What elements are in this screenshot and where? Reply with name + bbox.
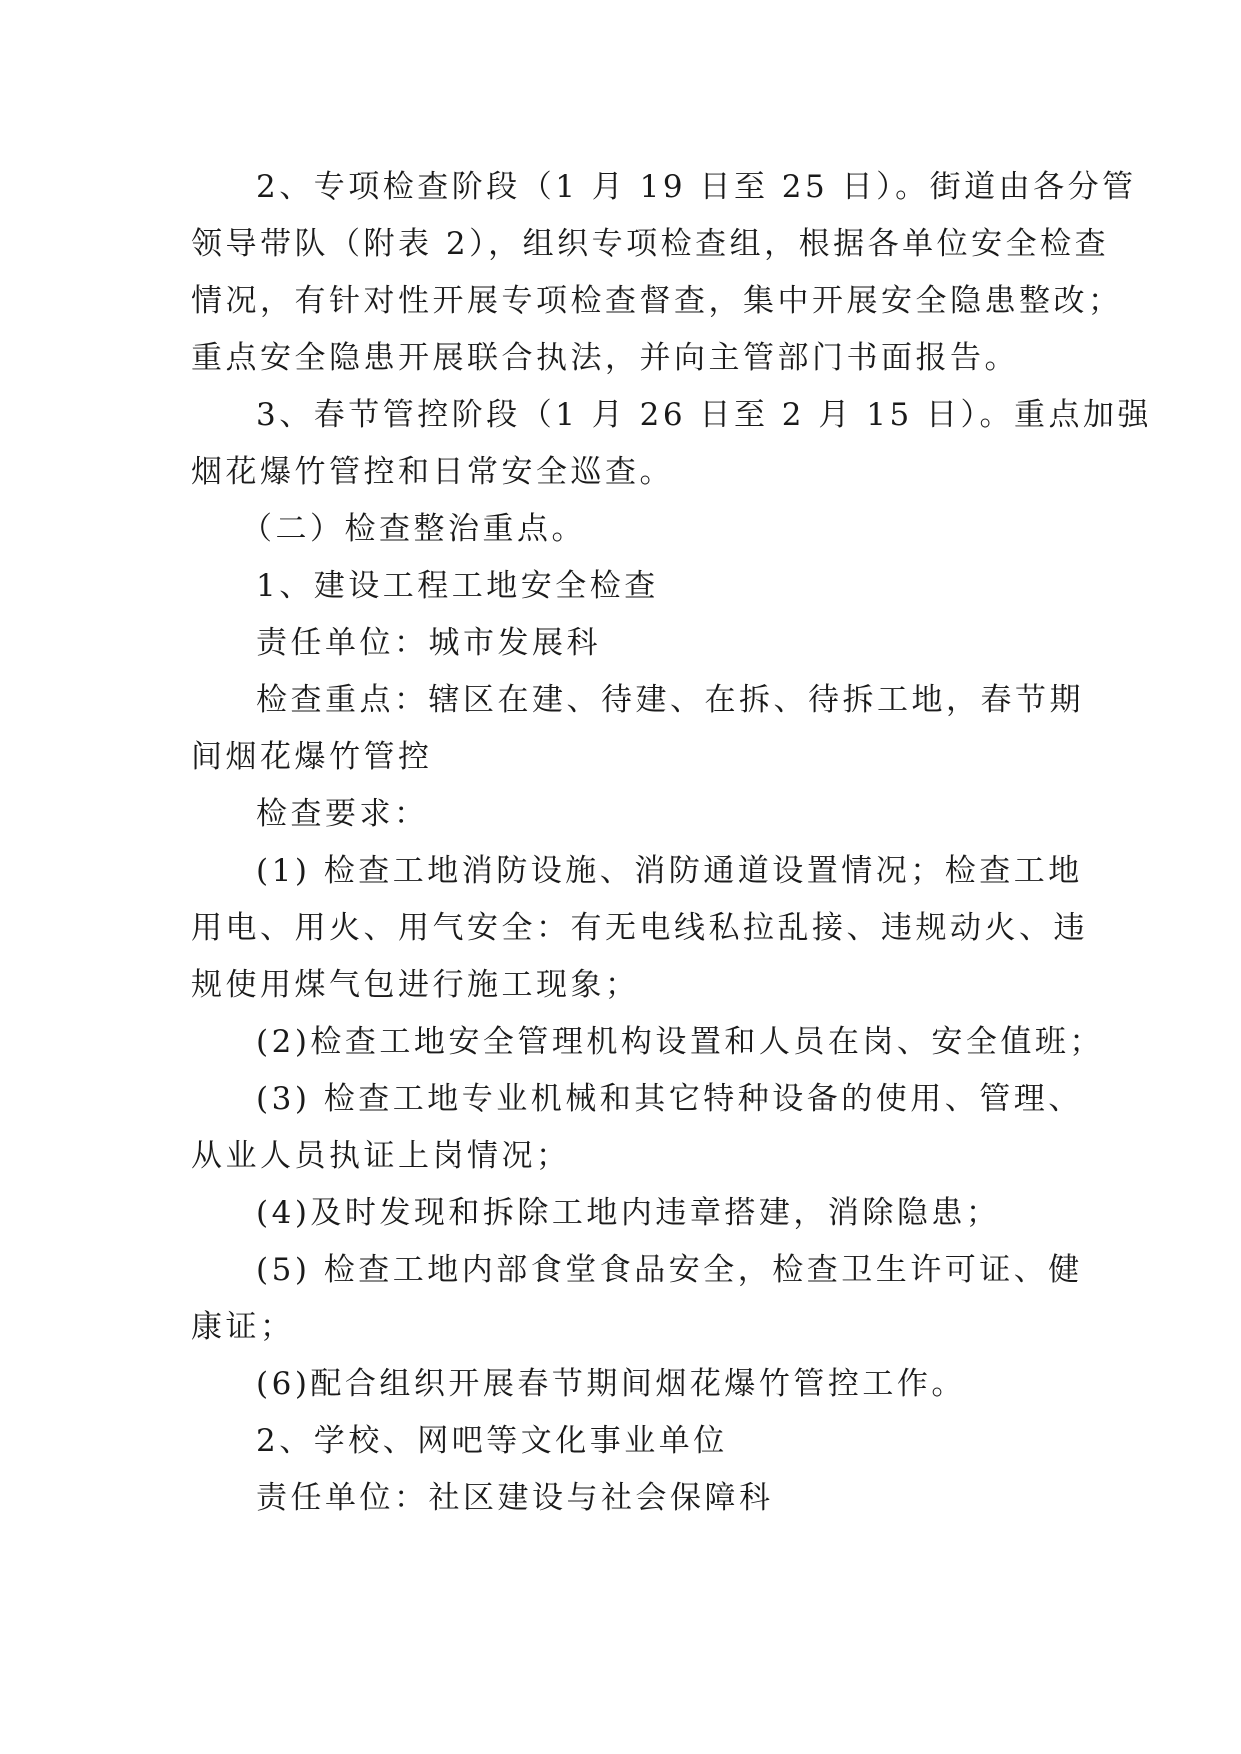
paragraph-line: 情况，有针对性开展专项检查督查，集中开展安全隐患整改； — [191, 283, 1123, 319]
paragraph-line: (3) 检查工地专业机械和其它特种设备的使用、管理、 — [256, 1081, 1083, 1117]
paragraph-line: (4)及时发现和拆除工地内违章搭建，消除隐患； — [256, 1195, 1001, 1231]
section-heading: （二）检查整治重点。 — [241, 511, 586, 547]
paragraph-line: 重点安全隐患开展联合执法，并向主管部门书面报告。 — [191, 340, 1019, 376]
paragraph-line: 3、春节管控阶段（1 月 26 日至 2 月 15 日）。重点加强 — [256, 397, 1153, 433]
paragraph-line: 领导带队（附表 2），组织专项检查组，根据各单位安全检查 — [191, 226, 1110, 262]
paragraph-line: 责任单位：社区建设与社会保障科 — [256, 1480, 774, 1516]
paragraph-line: 检查要求： — [256, 796, 429, 832]
item-heading: 2、学校、网吧等文化事业单位 — [256, 1423, 728, 1459]
paragraph-line: (5) 检查工地内部食堂食品安全，检查卫生许可证、健 — [256, 1252, 1083, 1288]
paragraph-line: 规使用煤气包进行施工现象； — [191, 967, 640, 1003]
paragraph-line: 检查重点：辖区在建、待建、在拆、待拆工地，春节期 — [256, 682, 1084, 718]
paragraph-line: 用电、用火、用气安全：有无电线私拉乱接、违规动火、违 — [191, 910, 1088, 946]
paragraph-line: 烟花爆竹管控和日常安全巡查。 — [191, 454, 674, 490]
paragraph-line: 间烟花爆竹管控 — [191, 739, 433, 775]
paragraph-line: 从业人员执证上岗情况； — [191, 1138, 571, 1174]
paragraph-line: (6)配合组织开展春节期间烟花爆竹管控工作。 — [256, 1366, 966, 1402]
paragraph-line: (1) 检查工地消防设施、消防通道设置情况；检查工地 — [256, 853, 1083, 889]
paragraph-line: (2)检查工地安全管理机构设置和人员在岗、安全值班； — [256, 1024, 1104, 1060]
paragraph-line: 责任单位：城市发展科 — [256, 625, 601, 661]
paragraph-line: 2、专项检查阶段（1 月 19 日至 25 日）。街道由各分管 — [256, 169, 1137, 205]
paragraph-line: 康证； — [191, 1309, 295, 1345]
item-heading: 1、建设工程工地安全检查 — [256, 568, 659, 604]
